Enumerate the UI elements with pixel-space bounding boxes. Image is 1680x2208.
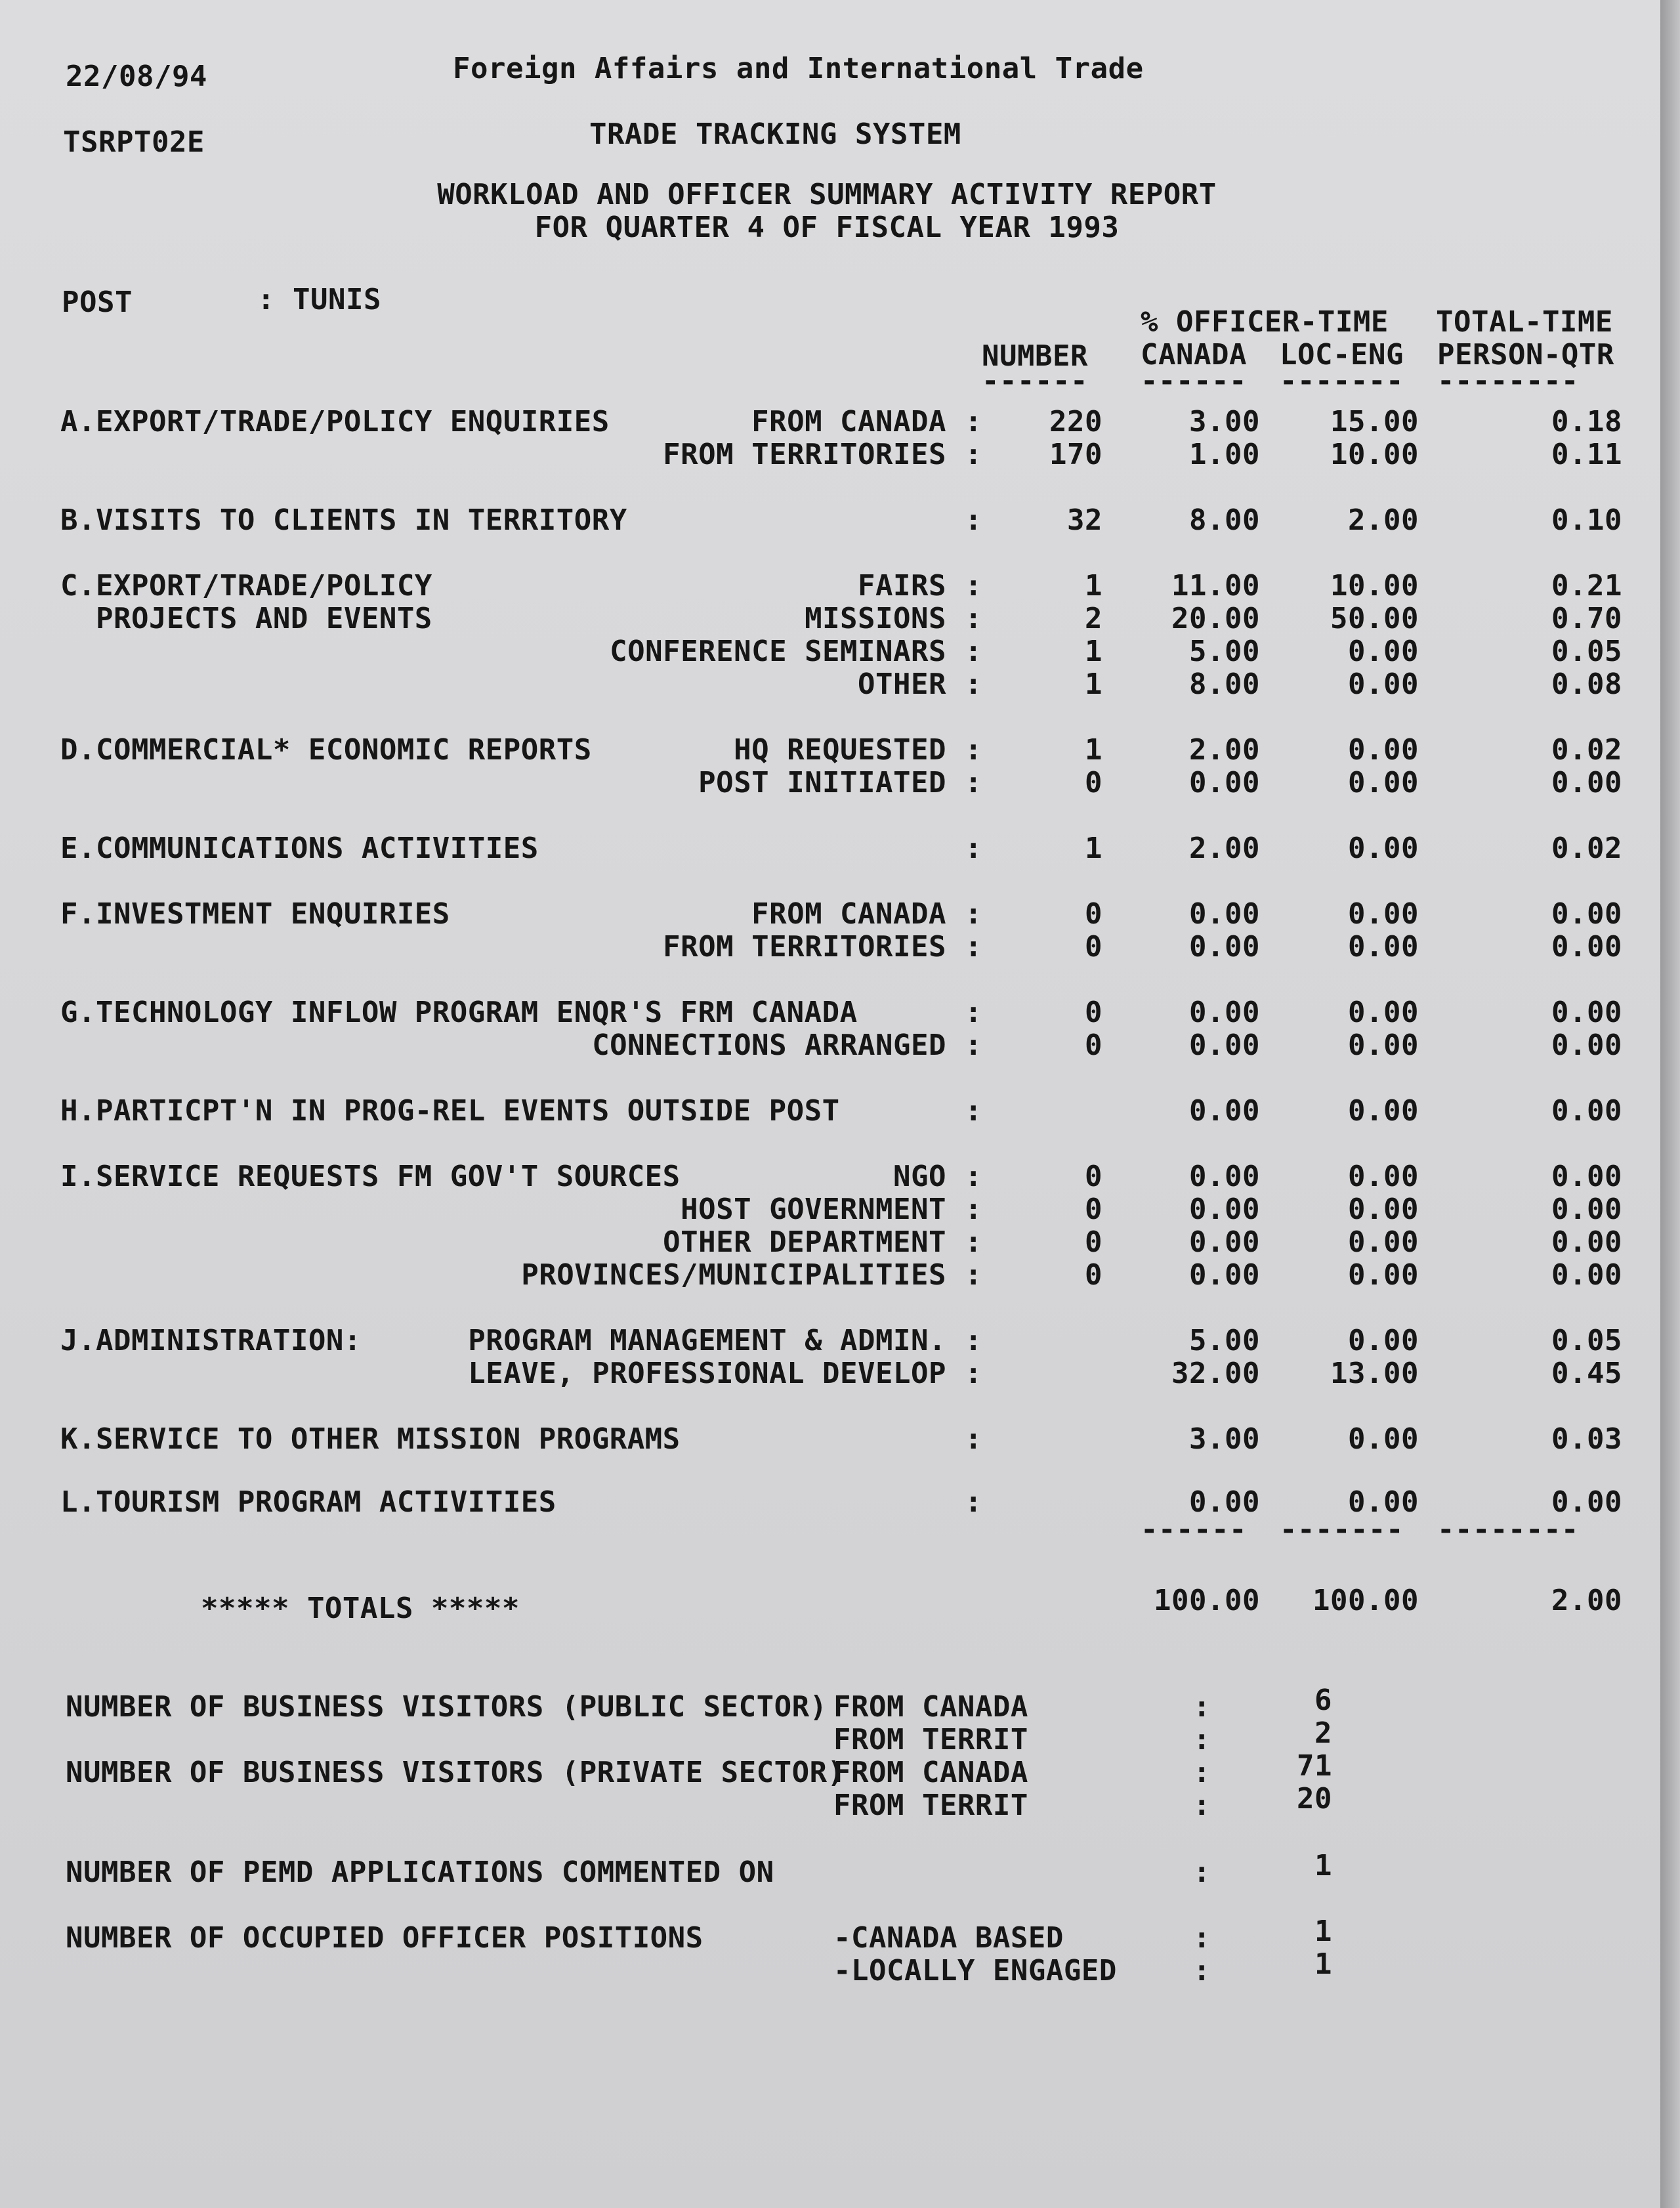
col-header-canada: CANADA bbox=[1141, 338, 1247, 372]
footer-colon: : bbox=[1193, 1856, 1211, 1889]
row-canada-pct: 0.00 bbox=[1189, 1193, 1260, 1226]
row-person-qtr: 0.18 bbox=[1551, 405, 1622, 438]
totals-loc-eng: 100.00 bbox=[1312, 1584, 1419, 1617]
row-colon: : bbox=[965, 668, 982, 701]
department-name: Foreign Affairs and International Trade bbox=[453, 52, 1144, 85]
row-loc-eng-pct: 0.00 bbox=[1348, 1029, 1419, 1062]
row-person-qtr: 0.00 bbox=[1551, 1193, 1622, 1226]
row-sublabel: OTHER DEPARTMENT bbox=[663, 1225, 946, 1259]
row-canada-pct: 0.00 bbox=[1189, 1485, 1260, 1519]
row-loc-eng-pct: 50.00 bbox=[1330, 602, 1419, 635]
row-person-qtr: 0.21 bbox=[1551, 569, 1622, 603]
post-separator: : bbox=[257, 283, 275, 316]
row-person-qtr: 0.00 bbox=[1551, 1225, 1622, 1259]
row-colon: : bbox=[965, 897, 982, 931]
row-loc-eng-pct: 13.00 bbox=[1330, 1357, 1419, 1390]
footer-label: NUMBER OF OCCUPIED OFFICER POSITIONS bbox=[66, 1921, 704, 1955]
row-canada-pct: 0.00 bbox=[1189, 1094, 1260, 1128]
col-underline-number: ------ bbox=[982, 364, 1088, 398]
row-person-qtr: 0.10 bbox=[1551, 503, 1622, 537]
col-header-number: NUMBER bbox=[982, 339, 1088, 373]
row-number: 1 bbox=[1085, 832, 1102, 865]
footer-colon: : bbox=[1193, 1954, 1211, 1987]
row-label: I.SERVICE REQUESTS FM GOV'T SOURCES bbox=[60, 1160, 681, 1193]
row-person-qtr: 0.05 bbox=[1551, 1324, 1622, 1357]
totals-label: ***** TOTALS ***** bbox=[201, 1592, 520, 1625]
row-label: F.INVESTMENT ENQUIRIES bbox=[60, 897, 450, 931]
row-label: A.EXPORT/TRADE/POLICY ENQUIRIES bbox=[60, 405, 610, 438]
row-canada-pct: 2.00 bbox=[1189, 832, 1260, 865]
footer-colon: : bbox=[1193, 1921, 1211, 1955]
row-loc-eng-pct: 0.00 bbox=[1348, 832, 1419, 865]
row-sublabel: FAIRS bbox=[858, 569, 946, 603]
row-label: PROJECTS AND EVENTS bbox=[60, 602, 432, 635]
row-sublabel: FROM CANADA bbox=[751, 405, 946, 438]
row-number: 0 bbox=[1085, 996, 1102, 1029]
row-canada-pct: 0.00 bbox=[1189, 1029, 1260, 1062]
post-value: TUNIS bbox=[293, 283, 381, 316]
col-underline-person-qtr: -------- bbox=[1437, 364, 1579, 398]
col-header-pct-officer-time: % OFFICER-TIME bbox=[1141, 305, 1389, 339]
system-name: TRADE TRACKING SYSTEM bbox=[589, 117, 961, 151]
row-loc-eng-pct: 15.00 bbox=[1330, 405, 1419, 438]
row-colon: : bbox=[965, 733, 982, 767]
row-number: 0 bbox=[1085, 1193, 1102, 1226]
row-sublabel: MISSIONS bbox=[805, 602, 946, 635]
row-loc-eng-pct: 0.00 bbox=[1348, 635, 1419, 668]
row-colon: : bbox=[965, 1193, 982, 1226]
row-number: 0 bbox=[1085, 1160, 1102, 1193]
row-loc-eng-pct: 10.00 bbox=[1330, 438, 1419, 471]
page-edge-shadow bbox=[1660, 0, 1680, 2208]
footer-label: NUMBER OF BUSINESS VISITORS (PUBLIC SECTOR) bbox=[66, 1690, 828, 1724]
row-sublabel: NGO bbox=[893, 1160, 946, 1193]
row-person-qtr: 0.45 bbox=[1551, 1357, 1622, 1390]
row-number: 0 bbox=[1085, 1258, 1102, 1292]
footer-value: 71 bbox=[1297, 1749, 1332, 1783]
row-person-qtr: 0.00 bbox=[1551, 1029, 1622, 1062]
row-number: 2 bbox=[1085, 602, 1102, 635]
row-person-qtr: 0.00 bbox=[1551, 1094, 1622, 1128]
row-person-qtr: 0.08 bbox=[1551, 668, 1622, 701]
totals-underline-person-qtr: -------- bbox=[1437, 1513, 1579, 1546]
row-colon: : bbox=[965, 1094, 982, 1128]
row-canada-pct: 20.00 bbox=[1171, 602, 1260, 635]
row-person-qtr: 0.03 bbox=[1551, 1422, 1622, 1456]
row-colon: : bbox=[965, 766, 982, 799]
col-header-person-qtr: PERSON-QTR bbox=[1437, 338, 1614, 372]
row-label: E.COMMUNICATIONS ACTIVITIES bbox=[60, 832, 539, 865]
footer-colon: : bbox=[1193, 1690, 1211, 1724]
footer-sublabel: -CANADA BASED bbox=[833, 1921, 1064, 1955]
footer-value: 20 bbox=[1297, 1782, 1332, 1815]
footer-sublabel: FROM TERRIT bbox=[833, 1723, 1028, 1756]
row-loc-eng-pct: 0.00 bbox=[1348, 668, 1419, 701]
row-person-qtr: 0.00 bbox=[1551, 1485, 1622, 1519]
report-id: TSRPT02E bbox=[63, 125, 205, 159]
row-colon: : bbox=[965, 635, 982, 668]
row-sublabel: POST INITIATED bbox=[698, 766, 946, 799]
row-person-qtr: 0.70 bbox=[1551, 602, 1622, 635]
row-label: G.TECHNOLOGY INFLOW PROGRAM ENQR'S FRM CANADA bbox=[60, 996, 858, 1029]
row-loc-eng-pct: 0.00 bbox=[1348, 1193, 1419, 1226]
row-number: 170 bbox=[1049, 438, 1102, 471]
row-label: B.VISITS TO CLIENTS IN TERRITORY bbox=[60, 503, 627, 537]
row-canada-pct: 0.00 bbox=[1189, 1258, 1260, 1292]
row-sublabel: OTHER bbox=[858, 668, 946, 701]
row-colon: : bbox=[965, 1485, 982, 1519]
row-colon: : bbox=[965, 1357, 982, 1390]
col-underline-canada: ------ bbox=[1141, 364, 1247, 398]
row-number: 0 bbox=[1085, 897, 1102, 931]
row-canada-pct: 0.00 bbox=[1189, 1225, 1260, 1259]
row-sublabel: CONNECTIONS ARRANGED bbox=[592, 1029, 946, 1062]
footer-colon: : bbox=[1193, 1723, 1211, 1756]
row-sublabel: HQ REQUESTED bbox=[734, 733, 946, 767]
row-number: 0 bbox=[1085, 1029, 1102, 1062]
row-colon: : bbox=[965, 1258, 982, 1292]
row-number: 1 bbox=[1085, 635, 1102, 668]
footer-colon: : bbox=[1193, 1756, 1211, 1789]
row-colon: : bbox=[965, 1225, 982, 1259]
row-number: 32 bbox=[1067, 503, 1102, 537]
row-number: 0 bbox=[1085, 1225, 1102, 1259]
totals-person-qtr: 2.00 bbox=[1551, 1584, 1622, 1617]
row-person-qtr: 0.00 bbox=[1551, 1160, 1622, 1193]
row-loc-eng-pct: 0.00 bbox=[1348, 1160, 1419, 1193]
row-colon: : bbox=[965, 438, 982, 471]
row-number: 0 bbox=[1085, 766, 1102, 799]
row-loc-eng-pct: 10.00 bbox=[1330, 569, 1419, 603]
post-label: POST bbox=[62, 286, 133, 319]
footer-value: 1 bbox=[1314, 1915, 1332, 1948]
row-sublabel: PROVINCES/MUNICIPALITIES bbox=[521, 1258, 946, 1292]
col-underline-loc-eng: ------- bbox=[1280, 364, 1404, 398]
row-sublabel: LEAVE, PROFESSIONAL DEVELOP bbox=[468, 1357, 946, 1390]
totals-canada: 100.00 bbox=[1154, 1584, 1260, 1617]
row-colon: : bbox=[965, 569, 982, 603]
footer-sublabel: FROM CANADA bbox=[833, 1690, 1028, 1724]
row-colon: : bbox=[965, 930, 982, 964]
row-person-qtr: 0.00 bbox=[1551, 1258, 1622, 1292]
row-loc-eng-pct: 0.00 bbox=[1348, 897, 1419, 931]
row-label: C.EXPORT/TRADE/POLICY bbox=[60, 569, 432, 603]
row-canada-pct: 11.00 bbox=[1171, 569, 1260, 603]
row-label: H.PARTICPT'N IN PROG-REL EVENTS OUTSIDE POST bbox=[60, 1094, 840, 1128]
row-person-qtr: 0.11 bbox=[1551, 438, 1622, 471]
row-canada-pct: 3.00 bbox=[1189, 405, 1260, 438]
row-canada-pct: 5.00 bbox=[1189, 635, 1260, 668]
footer-colon: : bbox=[1193, 1789, 1211, 1822]
row-colon: : bbox=[965, 503, 982, 537]
row-canada-pct: 8.00 bbox=[1189, 668, 1260, 701]
row-loc-eng-pct: 0.00 bbox=[1348, 1225, 1419, 1259]
footer-label: NUMBER OF BUSINESS VISITORS (PRIVATE SECTOR) bbox=[66, 1756, 845, 1789]
row-canada-pct: 8.00 bbox=[1189, 503, 1260, 537]
row-sublabel: PROGRAM MANAGEMENT & ADMIN. bbox=[468, 1324, 946, 1357]
row-loc-eng-pct: 0.00 bbox=[1348, 1324, 1419, 1357]
row-canada-pct: 2.00 bbox=[1189, 733, 1260, 767]
row-loc-eng-pct: 0.00 bbox=[1348, 733, 1419, 767]
row-person-qtr: 0.00 bbox=[1551, 766, 1622, 799]
footer-value: 1 bbox=[1314, 1947, 1332, 1981]
row-person-qtr: 0.00 bbox=[1551, 996, 1622, 1029]
row-loc-eng-pct: 0.00 bbox=[1348, 1258, 1419, 1292]
col-header-loc-eng: LOC-ENG bbox=[1280, 338, 1404, 372]
footer-label: NUMBER OF PEMD APPLICATIONS COMMENTED ON bbox=[66, 1856, 774, 1889]
row-loc-eng-pct: 0.00 bbox=[1348, 1094, 1419, 1128]
row-sublabel: FROM TERRITORIES bbox=[663, 438, 946, 471]
row-canada-pct: 1.00 bbox=[1189, 438, 1260, 471]
row-colon: : bbox=[965, 832, 982, 865]
footer-sublabel: -LOCALLY ENGAGED bbox=[833, 1954, 1117, 1987]
row-label: K.SERVICE TO OTHER MISSION PROGRAMS bbox=[60, 1422, 681, 1456]
row-person-qtr: 0.02 bbox=[1551, 832, 1622, 865]
row-canada-pct: 0.00 bbox=[1189, 897, 1260, 931]
report-title-line1: WORKLOAD AND OFFICER SUMMARY ACTIVITY REPORT bbox=[437, 178, 1217, 211]
report-date: 22/08/94 bbox=[66, 60, 207, 93]
row-colon: : bbox=[965, 1029, 982, 1062]
row-loc-eng-pct: 0.00 bbox=[1348, 930, 1419, 964]
footer-sublabel: FROM TERRIT bbox=[833, 1789, 1028, 1822]
totals-underline-canada: ------ bbox=[1141, 1513, 1247, 1546]
footer-value: 1 bbox=[1314, 1849, 1332, 1882]
row-person-qtr: 0.00 bbox=[1551, 930, 1622, 964]
row-label: D.COMMERCIAL* ECONOMIC REPORTS bbox=[60, 733, 592, 767]
row-sublabel: HOST GOVERNMENT bbox=[681, 1193, 946, 1226]
row-canada-pct: 0.00 bbox=[1189, 930, 1260, 964]
row-label: L.TOURISM PROGRAM ACTIVITIES bbox=[60, 1485, 556, 1519]
row-label: J.ADMINISTRATION: bbox=[60, 1324, 362, 1357]
row-canada-pct: 0.00 bbox=[1189, 1160, 1260, 1193]
row-colon: : bbox=[965, 1160, 982, 1193]
row-colon: : bbox=[965, 602, 982, 635]
totals-underline-loc-eng: ------- bbox=[1280, 1513, 1404, 1546]
row-loc-eng-pct: 0.00 bbox=[1348, 1422, 1419, 1456]
row-canada-pct: 0.00 bbox=[1189, 766, 1260, 799]
row-person-qtr: 0.00 bbox=[1551, 897, 1622, 931]
row-canada-pct: 0.00 bbox=[1189, 996, 1260, 1029]
row-loc-eng-pct: 0.00 bbox=[1348, 996, 1419, 1029]
row-person-qtr: 0.02 bbox=[1551, 733, 1622, 767]
row-number: 0 bbox=[1085, 930, 1102, 964]
row-number: 1 bbox=[1085, 668, 1102, 701]
row-sublabel: FROM TERRITORIES bbox=[663, 930, 946, 964]
row-canada-pct: 3.00 bbox=[1189, 1422, 1260, 1456]
row-loc-eng-pct: 0.00 bbox=[1348, 1485, 1419, 1519]
row-colon: : bbox=[965, 405, 982, 438]
row-number: 1 bbox=[1085, 733, 1102, 767]
row-sublabel: CONFERENCE SEMINARS bbox=[610, 635, 946, 668]
row-colon: : bbox=[965, 1422, 982, 1456]
row-loc-eng-pct: 2.00 bbox=[1348, 503, 1419, 537]
row-sublabel: FROM CANADA bbox=[751, 897, 946, 931]
row-colon: : bbox=[965, 1324, 982, 1357]
footer-value: 2 bbox=[1314, 1716, 1332, 1750]
row-number: 1 bbox=[1085, 569, 1102, 603]
row-number: 220 bbox=[1049, 405, 1102, 438]
footer-value: 6 bbox=[1314, 1684, 1332, 1717]
row-loc-eng-pct: 0.00 bbox=[1348, 766, 1419, 799]
report-title-line2: FOR QUARTER 4 OF FISCAL YEAR 1993 bbox=[534, 211, 1120, 244]
row-canada-pct: 32.00 bbox=[1171, 1357, 1260, 1390]
col-header-total-time: TOTAL-TIME bbox=[1436, 305, 1613, 339]
row-person-qtr: 0.05 bbox=[1551, 635, 1622, 668]
row-canada-pct: 5.00 bbox=[1189, 1324, 1260, 1357]
footer-sublabel: FROM CANADA bbox=[833, 1756, 1028, 1789]
row-colon: : bbox=[965, 996, 982, 1029]
